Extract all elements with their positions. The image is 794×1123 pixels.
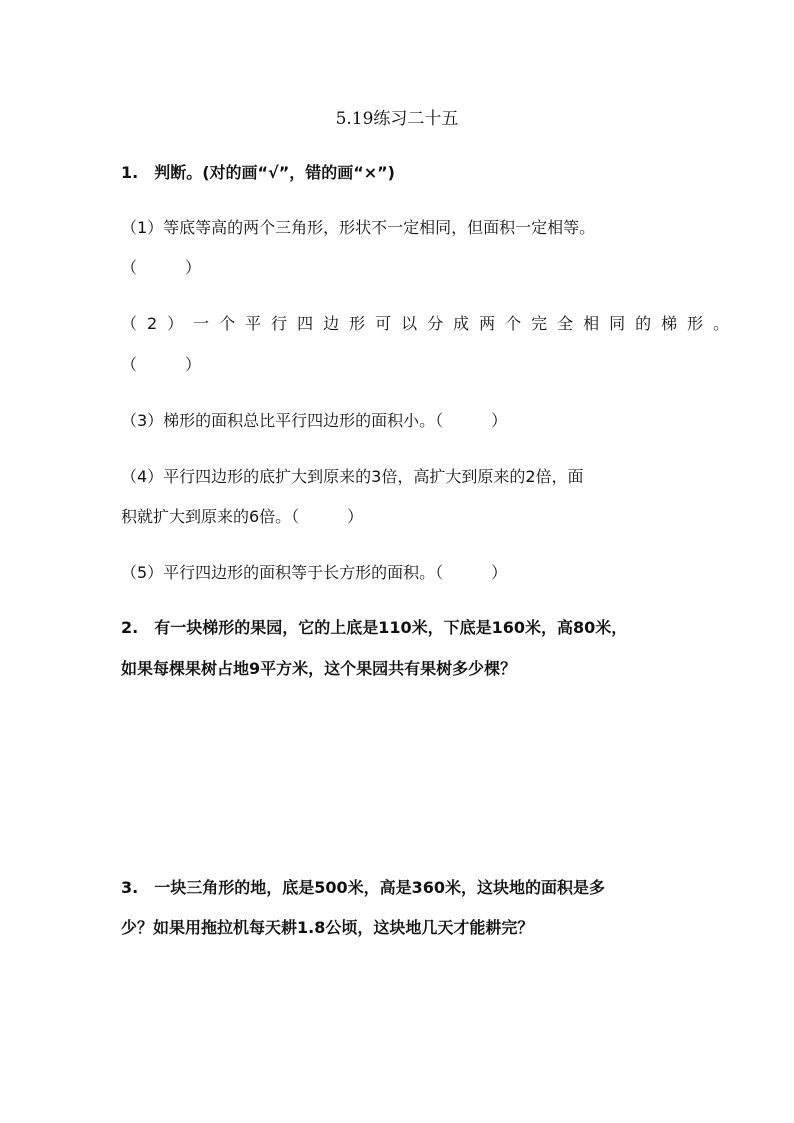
- q1-item-1-text: （1）等底等高的两个三角形，形状不一定相同，但面积一定相等。: [121, 218, 596, 237]
- question-3-line-2: 少？如果用拖拉机每天耕1.8公顷，这块地几天才能耕完？: [121, 918, 534, 937]
- q1-item-1-blank: （ ）: [121, 258, 202, 277]
- q1-item-3-text: （3）梯形的面积总比平行四边形的面积小。（ ）: [121, 411, 508, 430]
- q1-item-5-text: （5）平行四边形的面积等于长方形的面积。（ ）: [121, 563, 508, 582]
- q1-item-2-blank: （ ）: [121, 355, 202, 374]
- page-title: 5.19练习二十五: [335, 109, 459, 129]
- q1-item-4-text: （4）平行四边形的底扩大到原来的3倍，高扩大到原来的2倍，面: [121, 467, 584, 486]
- question-3-line-1: 3. 一块三角形的地，底是500米，高是360米，这块地的面积是多: [121, 878, 606, 897]
- q1-item-2-text: （2）一个平行四边形可以分成两个完全相同的梯形。: [121, 314, 740, 333]
- question-1-heading: 1. 判断。(对的画“√”，错的画“×”): [121, 163, 395, 182]
- q1-item-4-text-continued: 积就扩大到原来的6倍。（ ）: [121, 507, 364, 526]
- question-2-line-2: 如果每棵果树占地9平方米，这个果园共有果树多少棵？: [121, 659, 517, 678]
- question-2-line-1: 2. 有一块梯形的果园，它的上底是110米，下底是160米，高80米，: [121, 618, 628, 637]
